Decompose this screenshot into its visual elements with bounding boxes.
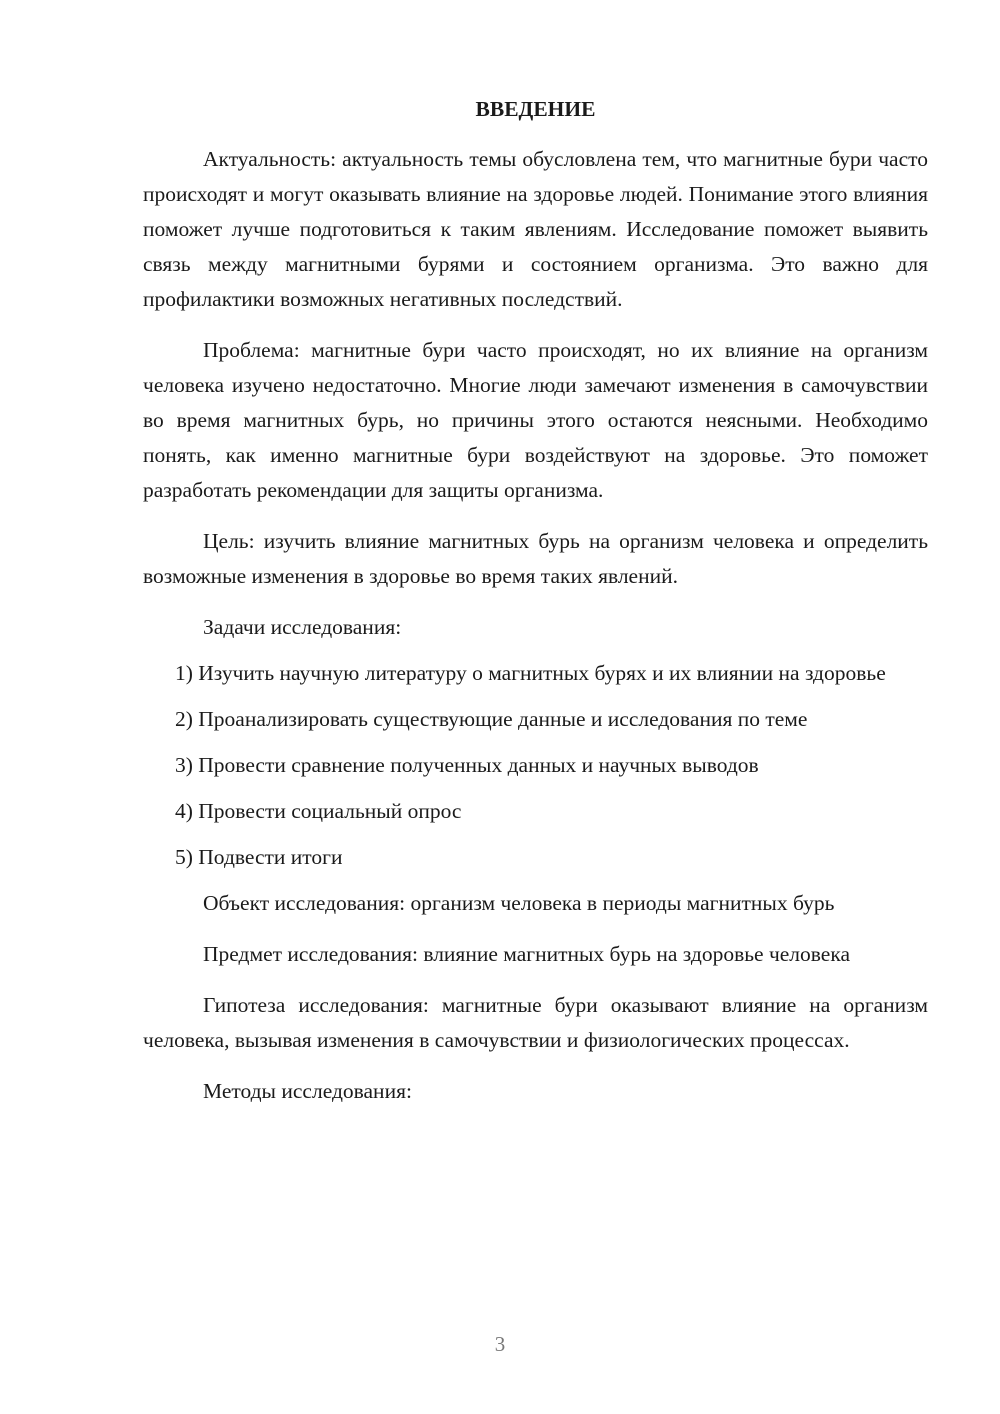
subject-paragraph: Предмет исследования: влияние магнитных бурь на здоровье человека bbox=[203, 942, 851, 966]
goal-paragraph: Цель: изучить влияние магнитных бурь на организм человека и определить возможные изменения в здоровье во время таких явлений. bbox=[143, 529, 928, 588]
methods-title: Методы исследования: bbox=[203, 1079, 412, 1103]
hypothesis-paragraph: Гипотеза исследования: магнитные бури оказывают влияние на организм человека, вызывая изменения в самочувствии и физиологических процессах. bbox=[143, 993, 928, 1052]
document-page bbox=[143, 92, 928, 1120]
list-item: 3) Провести сравнение полученных данных и научных выводов bbox=[175, 753, 759, 777]
tasks-list bbox=[143, 656, 928, 875]
page-number: 3 bbox=[494, 1332, 506, 1356]
object-paragraph: Объект исследования: организм человека в периоды магнитных бурь bbox=[203, 891, 835, 915]
tasks-title: Задачи исследования: bbox=[203, 615, 402, 639]
problem-paragraph: Проблема: магнитные бури часто происходят, но их влияние на организм человека изучено недостаточно. Многие люди замечают изменения в самочувствии во время магнитных бурь, но причины этого остаются неясными. Необходимо понять, как именно магнитные бури воздействуют на здоровье. Это поможет разработать рекомендации для защиты организма. bbox=[143, 338, 928, 502]
relevance-paragraph: Актуальность: актуальность темы обусловлена тем, что магнитные бури часто происходят и могут оказывать влияние на здоровье людей. Понимание этого влияния поможет лучше подготовиться к таким явлениям. Исследование поможет выявить связь между магнитными бурями и состоянием организма. Это важно для профилактики возможных негативных последствий. bbox=[143, 147, 928, 311]
list-item: 1) Изучить научную литературу о магнитных бурях и их влиянии на здоровье bbox=[175, 661, 886, 685]
page-title: ВВЕДЕНИЕ bbox=[475, 97, 596, 121]
list-item: 5) Подвести итоги bbox=[175, 845, 343, 869]
list-item: 4) Провести социальный опрос bbox=[175, 799, 462, 823]
list-item: 2) Проанализировать существующие данные и исследования по теме bbox=[175, 707, 808, 731]
